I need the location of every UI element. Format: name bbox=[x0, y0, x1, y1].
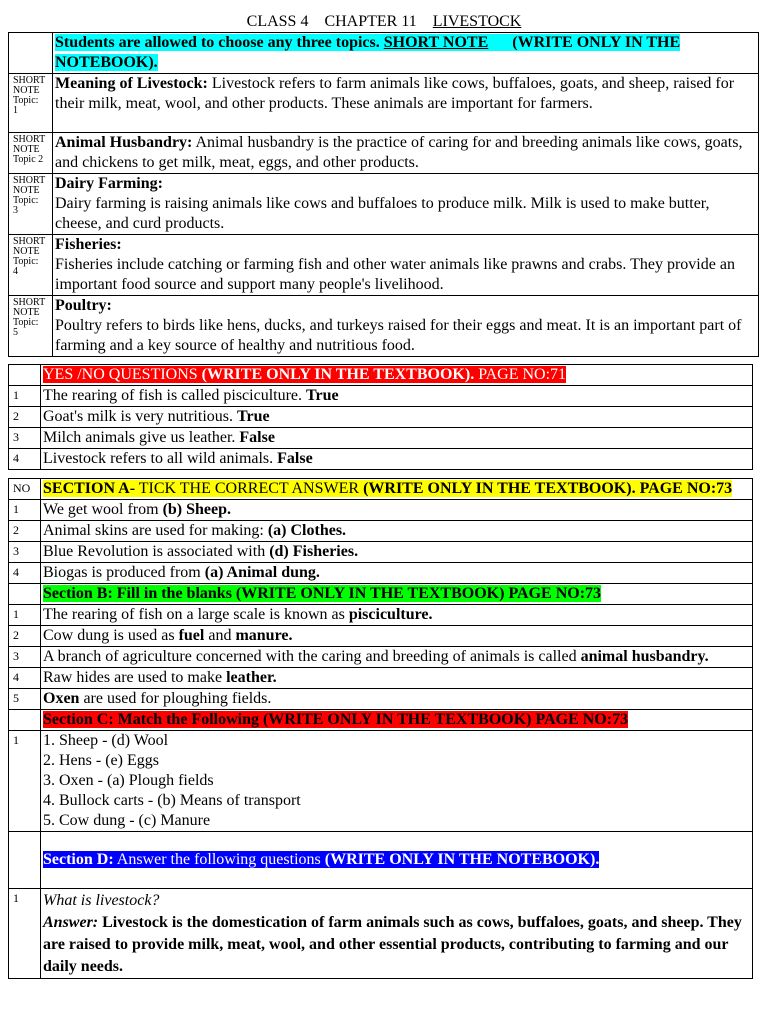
page-title bbox=[0, 12, 768, 32]
short-note-row bbox=[9, 235, 759, 296]
section-a-row: 3 Blue Revolution is associated with (d) Fisheries. bbox=[9, 542, 753, 563]
section-a-title: SECTION A- TICK THE CORRECT ANSWER (WRITE ONLY IN THE TEXTBOOK). PAGE NO:73 bbox=[43, 480, 733, 497]
section-b-title: Section B: Fill in the blanks (WRITE ONLY IN THE TEXTBOOK) PAGE NO:73 bbox=[43, 585, 602, 602]
answer-label: Answer: bbox=[43, 914, 99, 931]
short-note-label: SHORT NOTE Topic: 4 bbox=[9, 235, 53, 296]
yes-no-row: 2 Goat's milk is very nutritious. True bbox=[9, 407, 753, 428]
short-note-label: SHORT NOTE Topic 2 bbox=[9, 133, 53, 174]
chapter-label: CHAPTER 11 bbox=[324, 13, 417, 30]
yes-no-table bbox=[8, 364, 753, 470]
section-c-row: 1 1. Sheep - (d) Wool 2. Hens - (e) Eggs 3. Oxen - (a) Plough fields 4. Bullock carts - (b) Means of transport 5. Cow dung - (c) Manure bbox=[9, 731, 753, 832]
short-note-row bbox=[9, 174, 759, 235]
question-text: What is livestock? bbox=[43, 892, 160, 909]
short-note-row bbox=[9, 133, 759, 174]
topic-label: LIVESTOCK bbox=[432, 13, 522, 30]
yes-no-header-row bbox=[9, 365, 753, 386]
class-label: CLASS 4 bbox=[246, 13, 309, 30]
yes-no-row: 4 Livestock refers to all wild animals. False bbox=[9, 449, 753, 470]
short-note-row bbox=[9, 74, 759, 133]
short-notes-table bbox=[8, 32, 759, 357]
section-d-title: Section D: Answer the following questions (WRITE ONLY IN THE NOTEBOOK). bbox=[43, 851, 600, 868]
short-note-body: Meaning of Livestock: Livestock refers to farm animals like cows, buffaloes, goats, and sheep, raised for their milk, meat, wool, and other products. These animals are important for farmers. bbox=[53, 74, 759, 133]
short-note-row bbox=[9, 296, 759, 357]
answer-text: Livestock is the domestication of farm animals such as cows, buffaloes, goats, and sheep. They are raised to provide milk, meat, wool, and other essential products, contributing to farming and our daily needs. bbox=[43, 914, 742, 975]
short-note-label: SHORT NOTE Topic: 1 bbox=[9, 74, 53, 133]
short-note-body: Fisheries: Fisheries include catching or farming fish and other water animals like prawns and crabs. They provide an important food source and support many people's livelihood. bbox=[53, 235, 759, 296]
section-a-row: 4 Biogas is produced from (a) Animal dung. bbox=[9, 563, 753, 584]
section-b-row: 3 A branch of agriculture concerned with the caring and breeding of animals is called animal husbandry. bbox=[9, 647, 753, 668]
short-notes-instruction: Students are allowed to choose any three topics. SHORT NOTE (WRITE ONLY IN THE NOTEBOOK). bbox=[55, 34, 681, 71]
section-b-row: 5 Oxen are used for ploughing fields. bbox=[9, 689, 753, 710]
short-notes-header-row bbox=[9, 33, 759, 74]
short-note-link[interactable]: SHORT NOTE bbox=[383, 34, 489, 51]
yes-no-row: 1 The rearing of fish is called pisciculture. True bbox=[9, 386, 753, 407]
short-note-label: SHORT NOTE Topic: 3 bbox=[9, 174, 53, 235]
section-a-row: 2 Animal skins are used for making: (a) Clothes. bbox=[9, 521, 753, 542]
section-b-row: 4 Raw hides are used to make leather. bbox=[9, 668, 753, 689]
section-b-row: 1 The rearing of fish on a large scale is known as pisciculture. bbox=[9, 605, 753, 626]
section-b-row: 2 Cow dung is used as fuel and manure. bbox=[9, 626, 753, 647]
short-note-label: SHORT NOTE Topic: 5 bbox=[9, 296, 53, 357]
section-d-row: 1 What is livestock? Answer: Livestock is the domestication of farm animals such as cows, buffaloes, goats, and sheep. They are raised to provide milk, meat, wool, and other essential products, contributing to farming and our daily needs. bbox=[9, 889, 753, 979]
sections-table bbox=[8, 478, 753, 979]
section-c-header-row bbox=[9, 710, 753, 731]
yes-no-title: YES /NO QUESTIONS (WRITE ONLY IN THE TEXTBOOK). PAGE NO:71 bbox=[43, 366, 567, 383]
section-c-title: Section C: Match the Following (WRITE ONLY IN THE TEXTBOOK) PAGE NO:73 bbox=[43, 711, 629, 728]
match-list: 1. Sheep - (d) Wool 2. Hens - (e) Eggs 3. Oxen - (a) Plough fields 4. Bullock carts - (b) Means of transport 5. Cow dung - (c) Manure bbox=[41, 731, 753, 832]
short-note-body: Poultry: Poultry refers to birds like hens, ducks, and turkeys raised for their eggs and meat. It is an important part of farming and a key source of healthy and nutritious food. bbox=[53, 296, 759, 357]
short-note-body: Dairy Farming: Dairy farming is raising animals like cows and buffaloes to produce milk. Milk is used to make butter, cheese, and curd products. bbox=[53, 174, 759, 235]
section-a-row: 1 We get wool from (b) Sheep. bbox=[9, 500, 753, 521]
yes-no-row: 3 Milch animals give us leather. False bbox=[9, 428, 753, 449]
section-d-header-row bbox=[9, 832, 753, 889]
section-b-header-row bbox=[9, 584, 753, 605]
short-note-body: Animal Husbandry: Animal husbandry is the practice of caring for and breeding animals like cows, goats, and chickens to get milk, meat, eggs, and other products. bbox=[53, 133, 759, 174]
section-a-header-row: NO SECTION A- TICK THE CORRECT ANSWER (WRITE ONLY IN THE TEXTBOOK). PAGE NO:73 bbox=[9, 479, 753, 500]
